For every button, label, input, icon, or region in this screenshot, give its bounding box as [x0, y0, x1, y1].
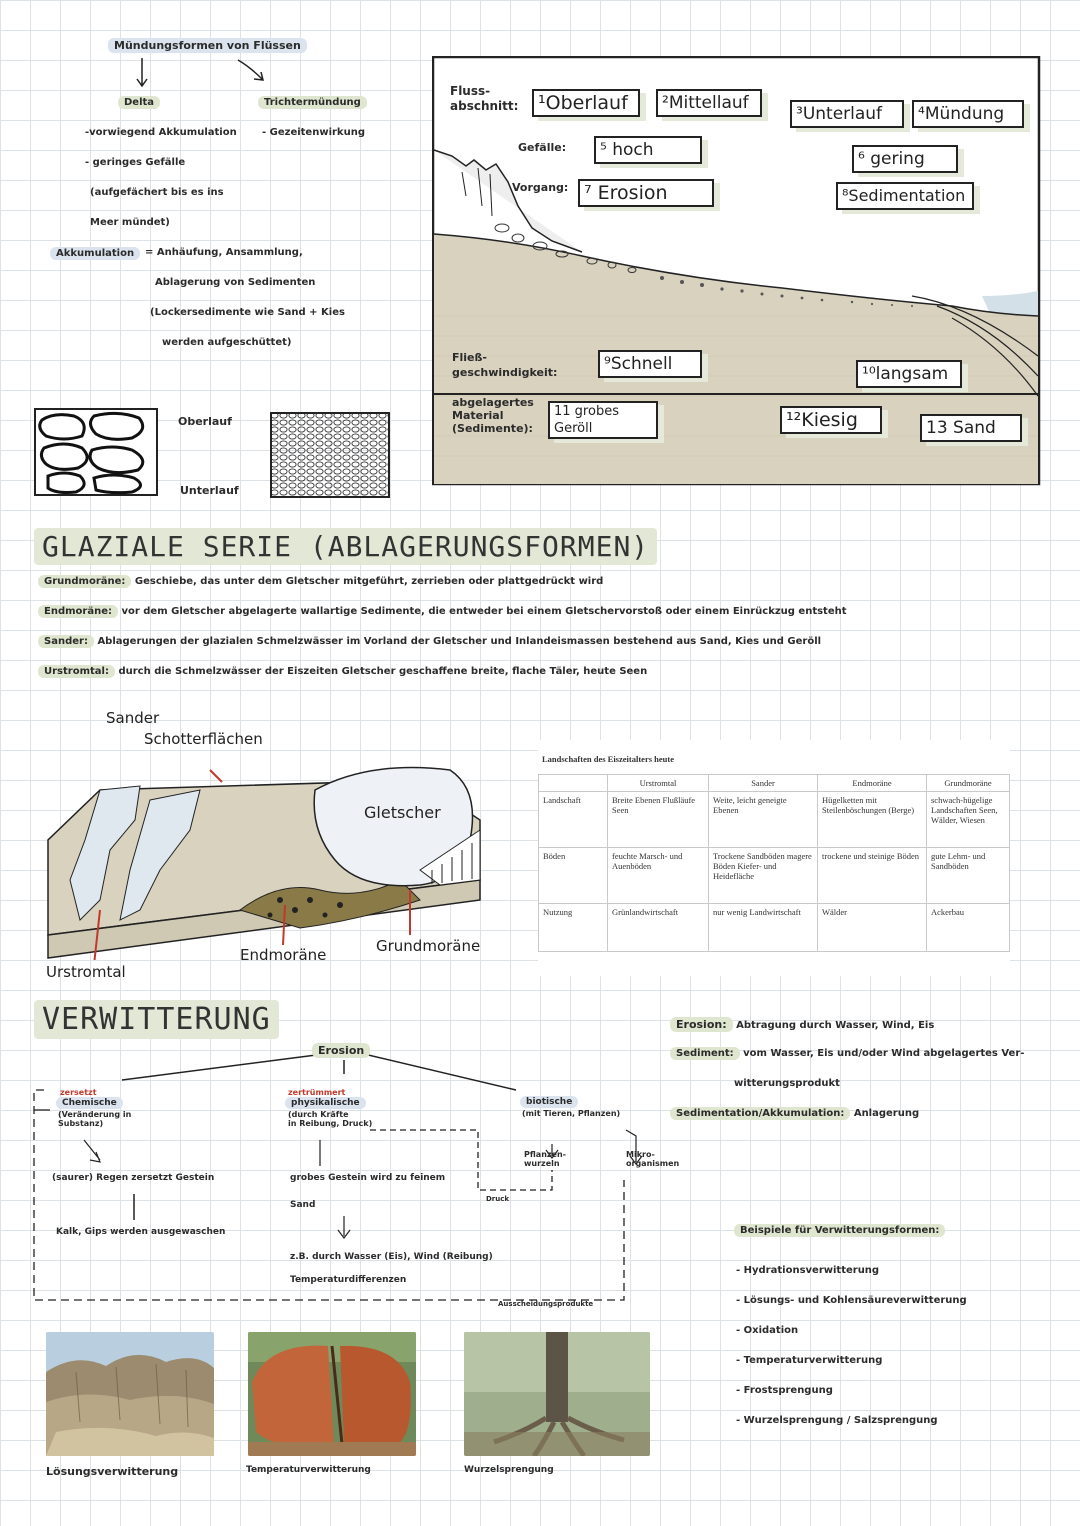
table-header-cell: Sander [709, 775, 818, 792]
delta-note: Meer mündet) [90, 217, 170, 228]
beispiel-text: Lösungs- und Kohlensäureverwitterung [743, 1295, 967, 1306]
zb-text: z.B. durch Wasser (Eis), Wind (Reibung) [290, 1252, 493, 1262]
glazial-title: GLAZIALE SERIE (ABLAGERUNGSFORMEN) [34, 528, 657, 565]
akkumulation-def: werden aufgeschüttet) [162, 337, 292, 348]
table-cell: Wälder [818, 904, 927, 952]
beispiel-item: - Lösungs- und Kohlensäureverwitterung [736, 1295, 967, 1306]
label-endmoraene: Endmoräne [240, 946, 327, 964]
table-cell: Landschaft [539, 792, 608, 848]
beispiel-item: - Wurzelsprengung / Salzsprengung [736, 1415, 938, 1426]
table-header-row [539, 775, 1010, 792]
chemische-sub: (Veränderung in Substanz) [58, 1110, 132, 1128]
delta-note: -vorwiegend Akkumulation [85, 127, 237, 138]
trichter-note: - Gezeitenwirkung [262, 127, 365, 138]
verwitterung-title: VERWITTERUNG [34, 1000, 279, 1039]
table-header-cell [539, 775, 608, 792]
kalk-text: Kalk, Gips werden ausgewaschen [56, 1227, 226, 1237]
beispiele-title: Beispiele für Verwitterungsformen: [734, 1224, 945, 1237]
photo-temperaturverwitterung [248, 1332, 416, 1456]
mikroorganismen-node: Mikro- organismen [626, 1150, 680, 1168]
box-oberlauf: ¹Oberlauf [532, 89, 640, 117]
phys-top-label: zertrümmert [288, 1088, 346, 1097]
beispiel-item: - Temperaturverwitterung [736, 1355, 883, 1366]
muendung-arrows [130, 55, 280, 90]
glaziale-serie-diagram [40, 760, 490, 960]
glazial-definitions [38, 576, 1048, 696]
begriff-text: vom Wasser, Eis und/oder Wind abgelagertes Ver- [743, 1048, 1025, 1059]
box-gefaelle-hoch: ⁵ hoch [594, 136, 702, 164]
glazial-def-row [38, 636, 1048, 666]
fliessgeschwindigkeit-label: Fließ- geschwindigkeit: [452, 351, 558, 379]
feiner-sand-illustration [270, 412, 390, 498]
glazial-def-term: Endmoräne: [38, 605, 118, 618]
glazial-def-term: Sander: [38, 635, 94, 648]
akkumulation-def: Ablagerung von Sedimenten [155, 277, 316, 288]
photo-loesungsverwitterung [46, 1332, 214, 1456]
begriff-row [734, 1078, 840, 1089]
akkumulation-term: Akkumulation [50, 247, 140, 260]
glazial-def-row [38, 666, 1048, 696]
oberlauf-label: Oberlauf [178, 415, 232, 428]
chem-top-label: zersetzt [60, 1088, 97, 1097]
beispiel-item: - Frostsprengung [736, 1385, 833, 1396]
akkumulation-def: (Lockersedimente wie Sand + Kies [150, 307, 345, 318]
biotische-node: biotische [520, 1096, 578, 1108]
begriff-text: Anlagerung [853, 1108, 920, 1119]
label-urstromtal: Urstromtal [46, 963, 126, 981]
box-muendung: ⁴Mündung [912, 100, 1024, 128]
regen-text: (saurer) Regen zersetzt Gestein [52, 1173, 215, 1183]
box-sand: 13 Sand [920, 414, 1022, 442]
beispiel-text: Oxidation [743, 1325, 799, 1336]
gefaelle-label: Gefälle: [518, 141, 567, 154]
label-grundmoraene: Grundmoräne [376, 937, 481, 955]
box-gefaelle-gering: ⁶ gering [852, 145, 958, 173]
beispiele-list [736, 1256, 967, 1436]
label-gletscher: Gletscher [364, 803, 441, 822]
table-header-cell: Endmoräne [818, 775, 927, 792]
photo-caption: Temperaturverwitterung [246, 1465, 371, 1475]
table-row [539, 792, 1010, 848]
box-sedimentation: ⁸Sedimentation [836, 182, 974, 210]
table-header-cell: Urstromtal [608, 775, 709, 792]
box-unterlauf: ³Unterlauf [790, 100, 904, 128]
table-cell: Trockene Sandböden magere Böden Kiefer- und Heidefläche [709, 848, 818, 904]
begriff-term: Sedimentation/Akkumulation: [670, 1107, 850, 1120]
table-cell: trockene und steinige Böden [818, 848, 927, 904]
box-grobes-geroell: 11 grobes Geröll [548, 401, 658, 439]
table-cell: Böden [539, 848, 608, 904]
photo-caption: Lösungsverwitterung [46, 1465, 179, 1478]
table-cell: nur wenig Landwirtschaft [709, 904, 818, 952]
beispiel-text: Frostsprengung [743, 1385, 833, 1396]
glazial-def-row [38, 606, 1048, 636]
grobes-gestein-text: grobes Gestein wird zu feinem [290, 1173, 446, 1183]
temperatur-text: Temperaturdifferenzen [290, 1275, 407, 1285]
glazial-def-text: durch die Schmelzwässer der Eiszeiten Gletscher geschaffene breite, flache Täler, heute Seen [118, 666, 648, 677]
table-cell: Weite, leicht geneigte Ebenen [709, 792, 818, 848]
box-kiesig: ¹²Kiesig [780, 406, 882, 434]
begriff-row [670, 1018, 934, 1031]
begriff-row [670, 1108, 919, 1119]
table-header-cell: Grundmoräne [927, 775, 1010, 792]
beispiel-text: Wurzelsprengung / Salzsprengung [743, 1415, 938, 1426]
glazial-def-text: vor dem Gletscher abgelagerte wallartige Sedimente, die entweder bei einem Gletschervorstoß oder einem Einrückzug entsteht [121, 606, 847, 617]
physikalische-node: physikalische [285, 1097, 366, 1109]
muendung-title: Mündungsformen von Flüssen [108, 38, 307, 53]
table-cell: Breite Ebenen Flußläufe Seen [608, 792, 709, 848]
landschaften-table [538, 774, 1010, 952]
druck-label: Druck [486, 1195, 510, 1203]
beispiel-item: - Oxidation [736, 1325, 799, 1336]
table-cell: feuchte Marsch- und Auenböden [608, 848, 709, 904]
box-langsam: ¹⁰langsam [856, 360, 962, 388]
sedimente-label: abgelagertes Material (Sedimente): [452, 396, 534, 435]
delta-note: - geringes Gefälle [85, 157, 186, 168]
trichter-label: Trichtermündung [258, 96, 367, 109]
begriff-text: Abtragung durch Wasser, Wind, Eis [736, 1020, 935, 1031]
pflanzenwurzeln-node: Pflanzen- wurzeln [524, 1150, 566, 1168]
chemische-node: Chemische [56, 1097, 123, 1109]
box-erosion: ⁷ Erosion [578, 179, 714, 207]
begriff-text: witterungsprodukt [734, 1078, 840, 1089]
table-cell: schwach-hügelige Landschaften Seen, Wälder, Wiesen [927, 792, 1010, 848]
begriff-term: Erosion: [670, 1017, 733, 1032]
sand-text: Sand [290, 1200, 316, 1210]
physikalische-sub: (durch Kräfte in Reibung, Druck) [288, 1110, 373, 1128]
table-cell: Ackerbau [927, 904, 1010, 952]
photo-caption: Wurzelsprengung [464, 1465, 554, 1475]
erosion-node: Erosion [312, 1043, 370, 1058]
table-cell: Nutzung [539, 904, 608, 952]
box-schnell: ⁹Schnell [598, 350, 702, 378]
table-row [539, 904, 1010, 952]
begriff-term: Sediment: [670, 1047, 740, 1060]
biotische-sub: (mit Tieren, Pflanzen) [522, 1109, 621, 1118]
landschaften-table-card [538, 740, 1010, 976]
box-mittellauf: ²Mittellauf [656, 89, 762, 117]
table-cell: Hügelketten mit Steilenböschungen (Berge) [818, 792, 927, 848]
delta-note: (aufgefächert bis es ins [90, 187, 224, 198]
table-caption: Landschaften des Eiszeitalters heute [542, 754, 674, 764]
glazial-def-text: Geschiebe, das unter dem Gletscher mitgeführt, zerrieben oder plattgedrückt wird [134, 576, 604, 587]
begriff-row [670, 1048, 1024, 1059]
photo-wurzelsprengung [464, 1332, 650, 1456]
ausscheidung-text: Ausscheidungsprodukte [498, 1300, 594, 1308]
flussabschnitt-label: Fluss- abschnitt: [450, 84, 519, 113]
akkumulation-def: = Anhäufung, Ansammlung, [145, 247, 303, 258]
grobes-geroell-illustration [34, 408, 158, 496]
vorgang-label: Vorgang: [512, 181, 569, 194]
table-cell: Grünlandwirtschaft [608, 904, 709, 952]
glazial-def-term: Urstromtal: [38, 665, 115, 678]
label-sander: Sander [106, 709, 160, 727]
unterlauf-label: Unterlauf [180, 484, 239, 497]
beispiel-text: Hydrationsverwitterung [743, 1265, 880, 1276]
beispiel-text: Temperaturverwitterung [743, 1355, 883, 1366]
glazial-def-row [38, 576, 1048, 606]
glazial-def-term: Grundmoräne: [38, 575, 131, 588]
table-cell: gute Lehm- und Sandböden [927, 848, 1010, 904]
label-schotterflaechen: Schotterflächen [144, 730, 263, 748]
table-row [539, 848, 1010, 904]
delta-label: Delta [118, 96, 160, 109]
beispiel-item: - Hydrationsverwitterung [736, 1265, 880, 1276]
glazial-def-text: Ablagerungen der glazialen Schmelzwässer im Vorland der Gletscher und Inlandeismassen bestehend aus Sand, Kies und Geröll [97, 636, 822, 647]
